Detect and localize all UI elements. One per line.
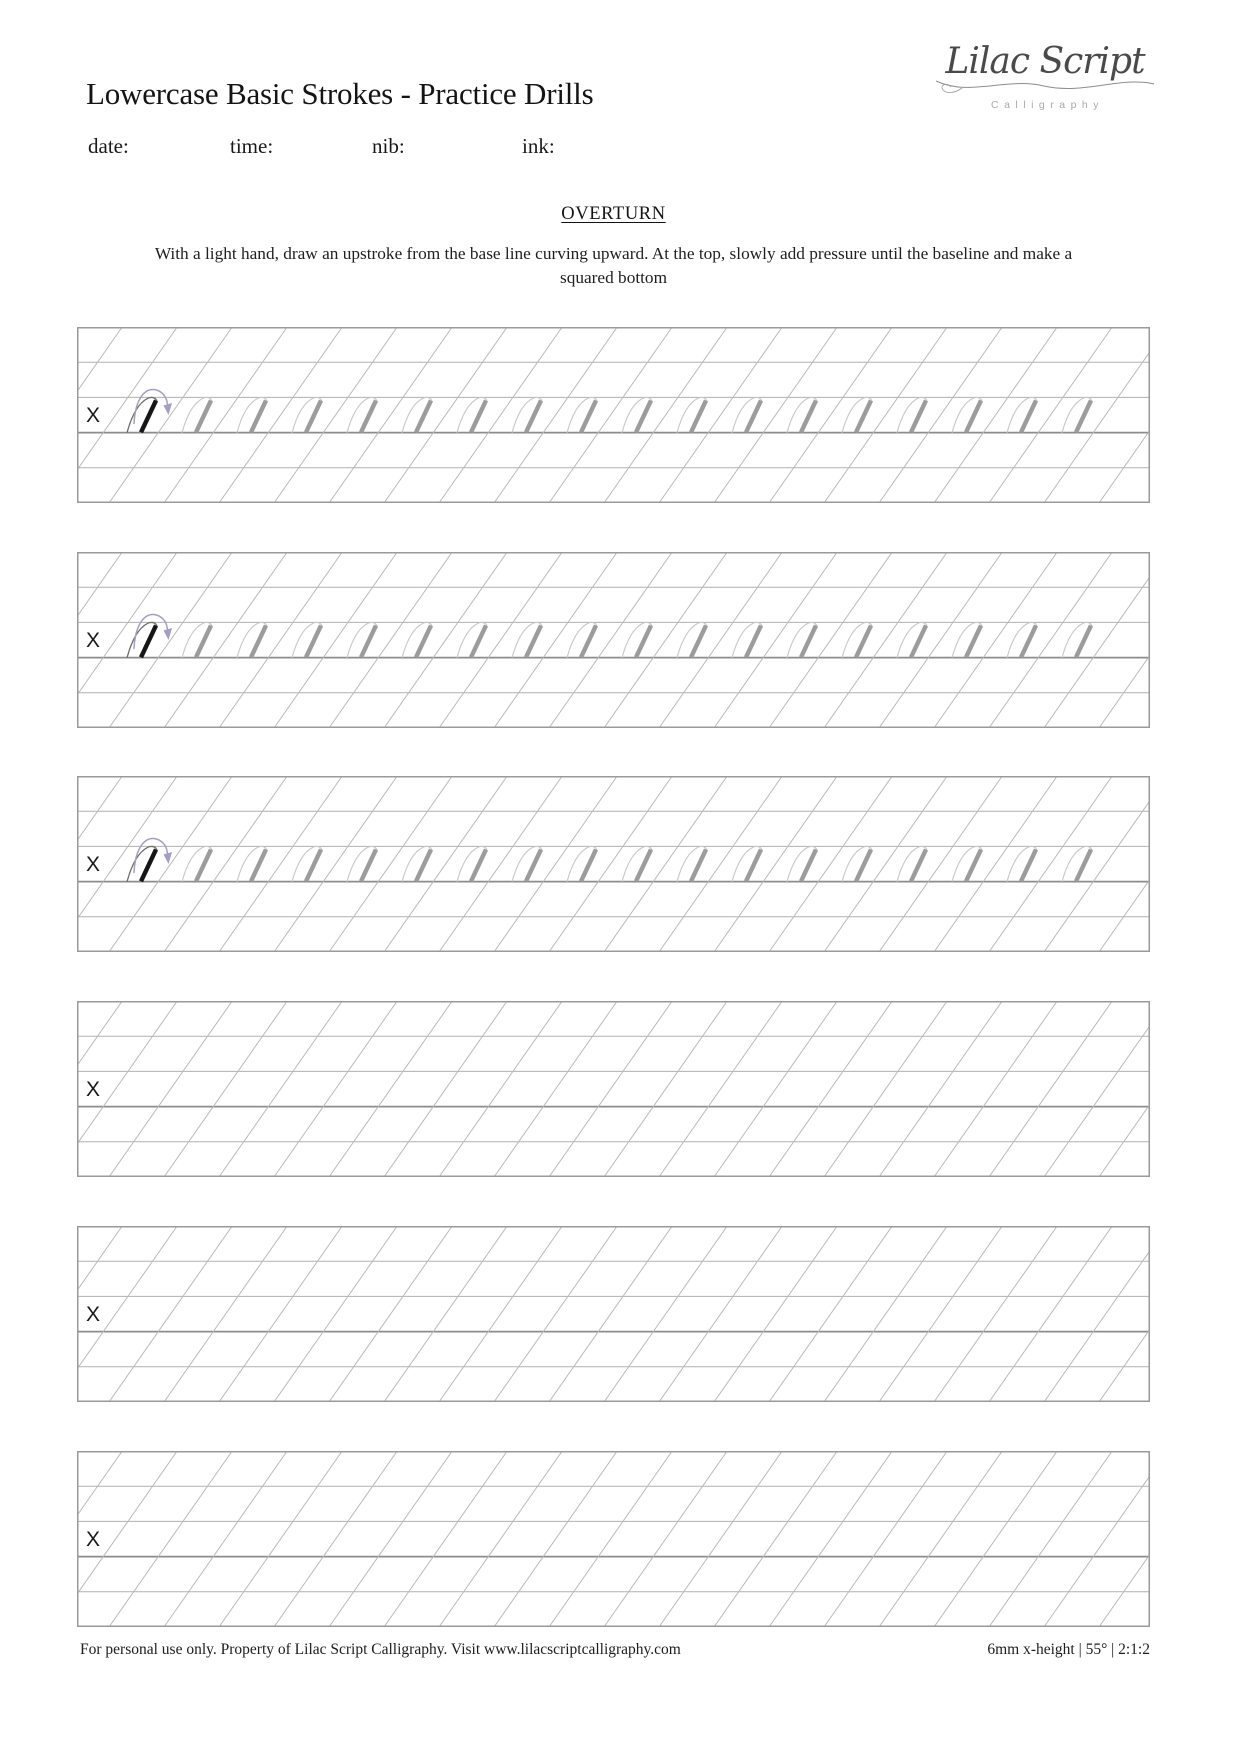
- guide-grid: [77, 1001, 1150, 1177]
- x-height-marker: X: [86, 629, 101, 652]
- nib-field-label: nib:: [372, 134, 405, 158]
- practice-row-4: [77, 1001, 1150, 1177]
- practice-row-1: [77, 327, 1150, 503]
- footer-specs: 6mm x-height | 55° | 2:1:2: [987, 1641, 1150, 1658]
- x-height-marker: X: [86, 1303, 101, 1326]
- practice-row-5: [77, 1226, 1150, 1402]
- date-field-label: date:: [88, 134, 129, 158]
- guide-grid: [77, 327, 1150, 503]
- brand-logo: [925, 42, 1165, 111]
- footer-note: For personal use only. Property of Lilac Script Calligraphy. Visit www.lilacscriptcalligraphy.com: [80, 1641, 681, 1658]
- x-height-marker: X: [86, 1528, 101, 1551]
- guide-grid: [77, 776, 1150, 952]
- x-height-marker: X: [86, 404, 101, 427]
- guide-grid: [77, 1451, 1150, 1627]
- logo-subtitle: Calligraphy: [990, 98, 1105, 111]
- ink-field-label: ink:: [522, 134, 555, 158]
- drill-instructions: With a light hand, draw an upstroke from the base line curving upward. At the top, slowly add pressure until the baseline and make a squared bottom: [154, 244, 1073, 287]
- practice-row-6: [77, 1451, 1150, 1627]
- practice-row-2: [77, 552, 1150, 728]
- practice-row-3: [77, 776, 1150, 952]
- logo-wordmark: Lilac Script: [945, 41, 1145, 82]
- drill-heading: OVERTURN: [561, 204, 666, 224]
- guide-grid: [77, 1226, 1150, 1402]
- guide-grid: [77, 552, 1150, 728]
- page-title: Lowercase Basic Strokes - Practice Drills: [86, 76, 594, 111]
- x-height-marker: X: [86, 1078, 101, 1101]
- time-field-label: time:: [230, 134, 274, 158]
- x-height-marker: X: [86, 853, 101, 876]
